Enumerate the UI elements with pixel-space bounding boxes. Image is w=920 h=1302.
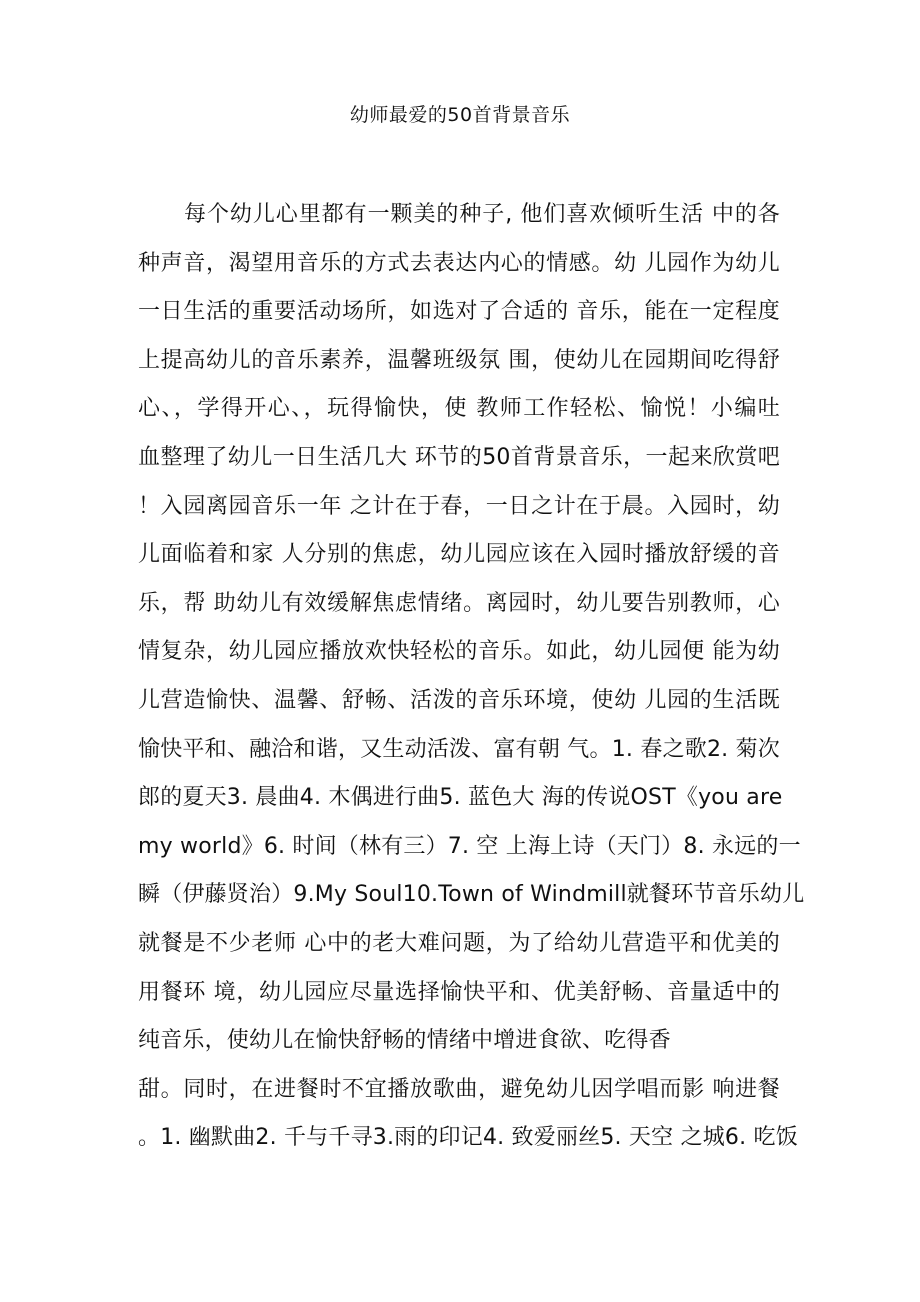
body-line: 郎的夏天3. 晨曲4. 木偶进行曲5. 蓝色大 海的传说OST《you are [138, 785, 783, 811]
body-line: 儿面临着和家 人分别的焦虑，幼儿园应该在入园时播放舒缓的音 [138, 542, 780, 568]
body-line: 用餐环 境，幼儿园应尽量选择愉快平和、优美舒畅、音量适中的 [138, 979, 780, 1005]
body-line: ！入园离园音乐一年 之计在于春，一日之计在于晨。入园时，幼 [138, 493, 780, 519]
body-line: 纯音乐，使幼儿在愉快舒畅的情绪中增进食欲、吃得香 [138, 1028, 671, 1054]
body-line: my world》6. 时间（林有三）7. 空 上海上诗（天门）8. 永远的一 [138, 833, 801, 859]
body-text [138, 191, 805, 1163]
body-line: 种声音，渴望用音乐的方式去表达内心的情感。幼 儿园作为幼儿 [138, 250, 780, 276]
body-line: 上提高幼儿的音乐素养，温馨班级氛 围，使幼儿在园期间吃得舒 [138, 347, 780, 373]
body-line: 心、，学得开心、，玩得愉快，使 教师工作轻松、愉悦！小编吐 [138, 396, 780, 422]
body-line: 愉快平和、融洽和谐，又生动活泼、富有朝 气。1. 春之歌2. 菊次 [138, 736, 780, 762]
body-line: 每个幼儿心里都有一颗美的种子, 他们喜欢倾听生活 中的各 [184, 202, 780, 227]
body-line: 一日生活的重要活动场所，如选对了合适的 音乐，能在一定程度 [138, 299, 780, 325]
body-line: 就餐是不少老师 心中的老大难问题，为了给幼儿营造平和优美的 [138, 930, 780, 956]
body-line: 情复杂，幼儿园应播放欢快轻松的音乐。如此，幼儿园便 能为幼 [138, 639, 780, 665]
body-line: 血整理了幼儿一日生活几大 环节的50首背景音乐，一起来欣赏吧 [138, 444, 780, 470]
body-line: 儿营造愉快、温馨、舒畅、活泼的音乐环境，使幼 儿园的生活既 [138, 687, 780, 713]
body-line: 瞬（伊藤贤治）9.My Soul10.Town of Windmill就餐环节音乐幼儿 [138, 882, 805, 908]
body-line: 乐，帮 助幼儿有效缓解焦虑情绪。离园时，幼儿要告别教师，心 [138, 590, 780, 616]
body-line: 甜。同时，在进餐时不宜播放歌曲，避免幼儿因学唱而影 响进餐 [138, 1076, 780, 1102]
document-title: 幼师最爱的50首背景音乐 [349, 104, 571, 126]
body-line: 。1. 幽默曲2. 千与千寻3.雨的印记4. 致爱丽丝5. 天空 之城6. 吃饭 [138, 1125, 798, 1151]
